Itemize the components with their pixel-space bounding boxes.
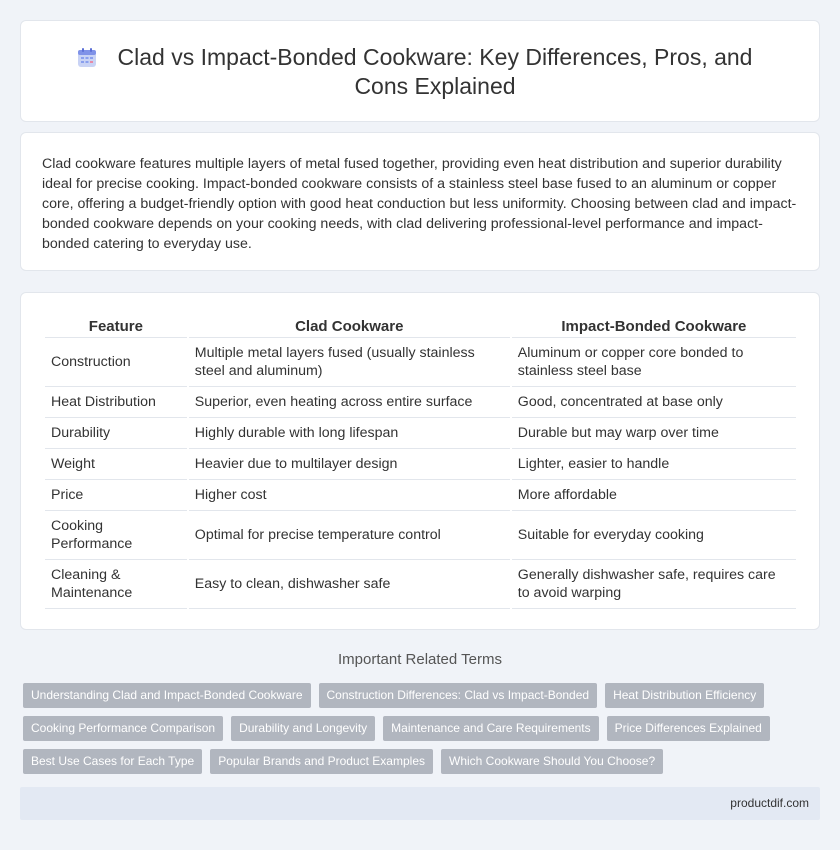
header-clad: Clad Cookware (189, 316, 510, 338)
table-row (45, 387, 796, 418)
comparison-table (43, 316, 798, 609)
footer (20, 787, 820, 820)
related-tag[interactable]: Price Differences Explained (607, 716, 770, 741)
feature-cell: Heat Distribution (45, 387, 187, 418)
impact-bonded-cell: Aluminum or copper core bonded to stainless steel base (512, 338, 796, 387)
impact-bonded-cell: Suitable for everyday cooking (512, 511, 796, 560)
related-tag[interactable]: Heat Distribution Efficiency (605, 683, 764, 708)
clad-cell: Higher cost (189, 480, 510, 511)
related-tag[interactable]: Understanding Clad and Impact-Bonded Cookware (23, 683, 311, 708)
header-feature: Feature (45, 316, 187, 338)
clad-cell: Easy to clean, dishwasher safe (189, 560, 510, 609)
impact-bonded-cell: Good, concentrated at base only (512, 387, 796, 418)
related-tag[interactable]: Cooking Performance Comparison (23, 716, 223, 741)
footer-site-name[interactable]: productdif.com (730, 796, 809, 810)
comparison-table-card (20, 292, 820, 630)
table-row (45, 480, 796, 511)
header-impact-bonded: Impact-Bonded Cookware (512, 316, 796, 338)
impact-bonded-cell: Durable but may warp over time (512, 418, 796, 449)
feature-cell: Cleaning & Maintenance (45, 560, 187, 609)
intro-paragraph: Clad cookware features multiple layers of metal fused together, providing even heat distribution and superior durability ideal for precise cooking. Impact-bonded cookware consists of a stainless steel base fused to an aluminum or copper core, offering a budget-friendly option with good heat conduction but less uniformity. Choosing between clad and impact-bonded cookware depends on your cooking needs, with clad delivering professional-level performance and impact-bonded catering to everyday use. (42, 156, 797, 252)
related-tag[interactable]: Maintenance and Care Requirements (383, 716, 598, 741)
feature-cell: Construction (45, 338, 187, 387)
table-row (45, 560, 796, 609)
intro-card (20, 132, 820, 271)
feature-cell: Durability (45, 418, 187, 449)
related-tag[interactable]: Best Use Cases for Each Type (23, 749, 202, 774)
related-terms-tags (23, 683, 823, 782)
table-row (45, 338, 796, 387)
clad-cell: Heavier due to multilayer design (189, 449, 510, 480)
table-row (45, 511, 796, 560)
table-row (45, 449, 796, 480)
impact-bonded-cell: More affordable (512, 480, 796, 511)
related-tag[interactable]: Construction Differences: Clad vs Impact-Bonded (319, 683, 598, 708)
related-terms-title: Important Related Terms (338, 651, 502, 668)
clad-cell: Optimal for precise temperature control (189, 511, 510, 560)
clad-cell: Multiple metal layers fused (usually stainless steel and aluminum) (189, 338, 510, 387)
related-tag[interactable]: Durability and Longevity (231, 716, 375, 741)
tag-row (23, 716, 823, 741)
related-tag[interactable]: Which Cookware Should You Choose? (441, 749, 663, 774)
impact-bonded-cell: Lighter, easier to handle (512, 449, 796, 480)
page-title: Clad vs Impact-Bonded Cookware: Key Differences, Pros, and Cons Explained (117, 44, 753, 99)
related-tag[interactable]: Popular Brands and Product Examples (210, 749, 433, 774)
feature-cell: Price (45, 480, 187, 511)
clad-cell: Superior, even heating across entire surface (189, 387, 510, 418)
feature-cell: Cooking Performance (45, 511, 187, 560)
table-row (45, 418, 796, 449)
tag-row (23, 683, 823, 708)
title-card (20, 20, 820, 122)
feature-cell: Weight (45, 449, 187, 480)
clad-cell: Highly durable with long lifespan (189, 418, 510, 449)
impact-bonded-cell: Generally dishwasher safe, requires care to avoid warping (512, 560, 796, 609)
table-header-row (45, 316, 796, 338)
tag-row (23, 749, 823, 774)
